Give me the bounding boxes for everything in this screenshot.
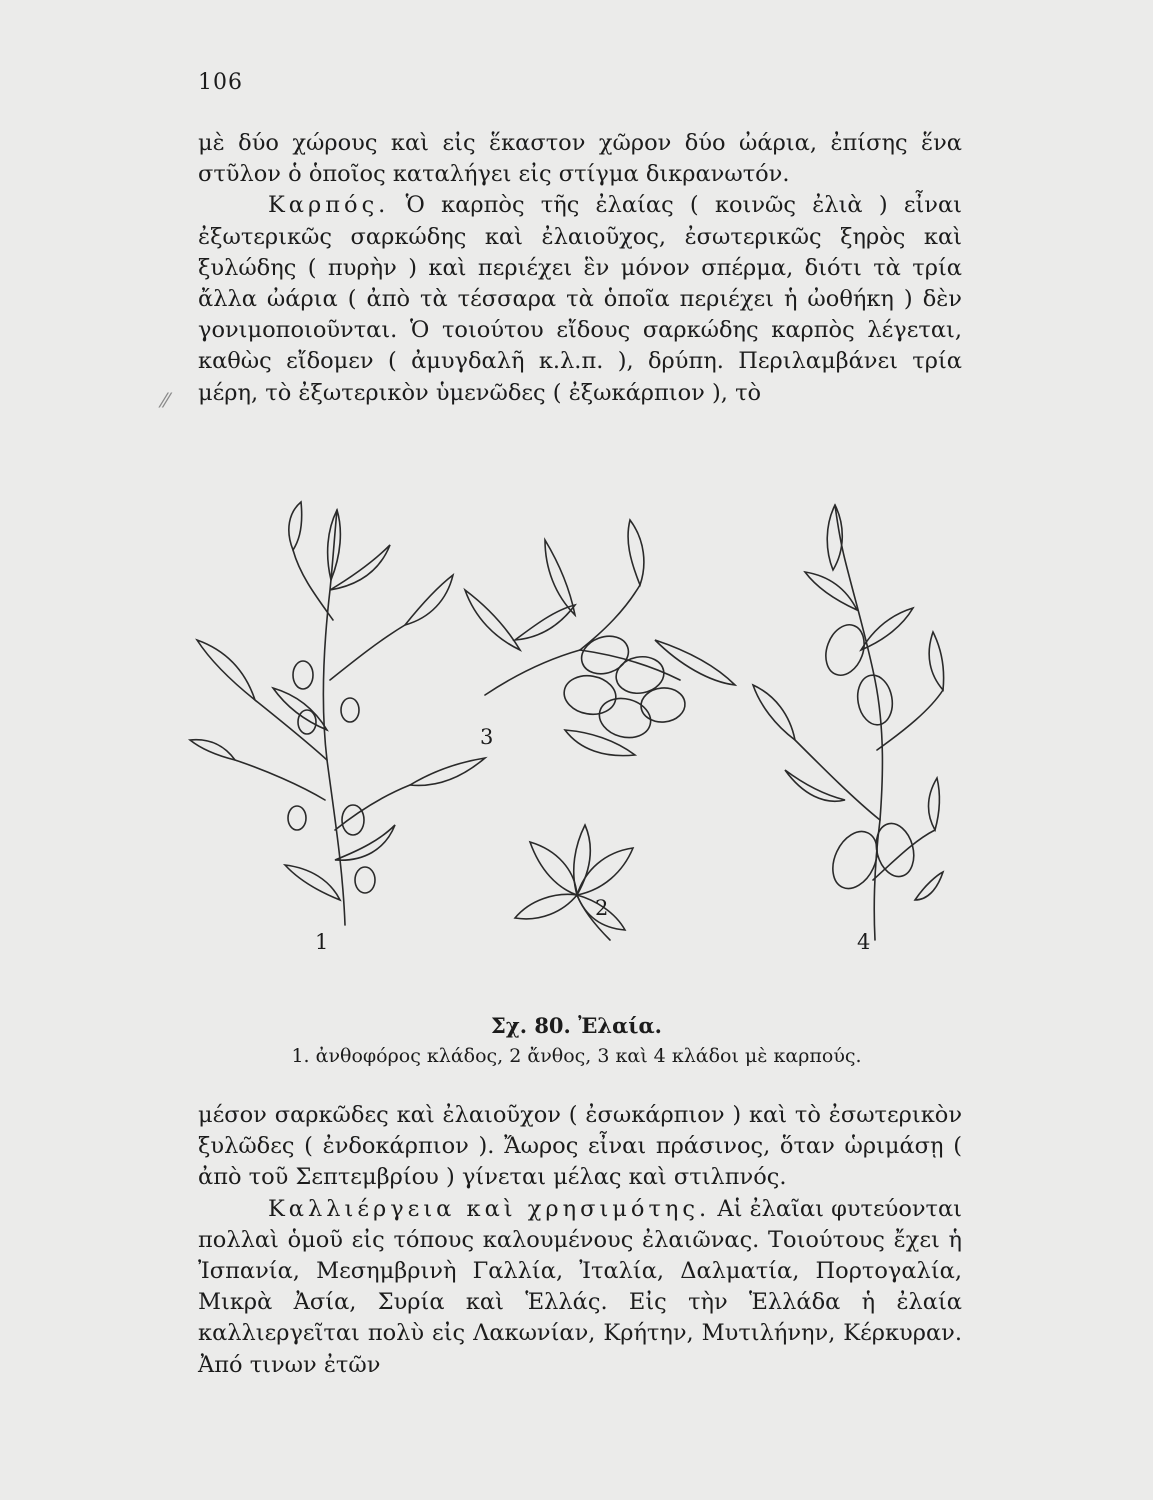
margin-pencil-mark: ⁄⁄ xyxy=(162,388,169,412)
caption-title-text: Σχ. 80. Ἐλαία. xyxy=(491,1013,662,1038)
text-block-top xyxy=(198,128,962,409)
paragraph-karpos xyxy=(198,190,962,408)
section-heading-kalliergeia: Καλλιέργεια καὶ χρησιμότης. xyxy=(268,1195,711,1222)
figure-label-1: 1 xyxy=(315,930,329,954)
paragraph: μὲ δύο χώρους καὶ εἰς ἕκαστον χῶρον δύο ὠάρια, ἐπίσης ἕνα στῦλον ὁ ὁποῖος καταλήγει εἰς στίγμα δικρανωτόν. xyxy=(198,130,962,188)
figure-label-4: 4 xyxy=(857,930,871,954)
fruiting-branch-3-drawing xyxy=(465,520,735,756)
figure-caption-title xyxy=(0,1013,1153,1038)
paragraph-body: Ὁ καρπὸς τῆς ἐλαίας ( κοινῶς ἐλιὰ ) εἶναι ἐξωτερικῶς σαρκώδης καὶ ἐλαιοῦχος, ἐσωτερικῶς ξηρὸς καὶ ξυλώδης ( πυρὴν ) καὶ περιέχει ἓν μόνον σπέρμα, διότι τὰ τρία ἄλλα ὠάρια ( ἀπὸ τὰ τέσσαρα τὰ ὁποῖα περιέχει ἡ ὠοθήκη ) δὲν γονιμοποιοῦνται. Ὁ τοιούτου εἴδους σαρκώδης καρπὸς λέγεται, καθὼς εἴδομεν ( ἀμυγδαλῆ κ.λ.π. ), δρύπη. Περιλαμβάνει τρία μέρη, τὸ ἐξωτερικὸν ὑμενῶδες ( ἐξωκάρπιον ), τὸ xyxy=(198,192,962,406)
section-heading-karpos: Καρπός. xyxy=(268,192,390,219)
flower-2-drawing xyxy=(515,825,633,940)
text-block-bottom xyxy=(198,1100,962,1381)
paragraph-body: Αἱ ἐλαῖαι φυτεύονται πολλαὶ ὁμοῦ εἰς τόπους καλουμένους ἐλαιῶνας. Τοιούτους ἔχει ἡ Ἰσπανία, Μεσημβρινὴ Γαλλία, Ἰταλία, Δαλματία, Πορτογαλία, Μικρὰ Ἀσία, Συρία καὶ Ἑλλάς. Εἰς τὴν Ἑλλάδα ἡ ἐλαία καλλιεργεῖται πολὺ εἰς Λακωνίαν, Κρήτην, Μυτιλήνην, Κέρκυραν. Ἀπό τινων ἐτῶν xyxy=(198,1195,963,1378)
paragraph: μέσον σαρκῶδες καὶ ἐλαιοῦχον ( ἐσωκάρπιον ) καὶ τὸ ἐσωτερικὸν ξυλῶδες ( ἐνδοκάρπιον ). Ἄωρος εἶναι πράσινος, ὅταν ὡριμάσῃ ( ἀπὸ τοῦ Σεπτεμβρίου ) γίνεται μέλας καὶ στιλπνός. xyxy=(198,1102,962,1191)
olive-illustration xyxy=(185,500,945,960)
page-number: 106 xyxy=(198,70,243,95)
figure-label-3: 3 xyxy=(480,725,494,749)
olive-drawing xyxy=(185,500,945,960)
fruiting-branch-4-drawing xyxy=(753,505,944,940)
caption-desc-text: 1. ἀνθοφόρος κλάδος, 2 ἄνθος, 3 καὶ 4 κλάδοι μὲ καρπούς. xyxy=(291,1045,862,1067)
figure-label-2: 2 xyxy=(595,896,609,920)
flowering-branch-drawing xyxy=(190,502,485,925)
paragraph-kalliergeia xyxy=(198,1194,962,1381)
figure-caption-description xyxy=(0,1045,1153,1067)
